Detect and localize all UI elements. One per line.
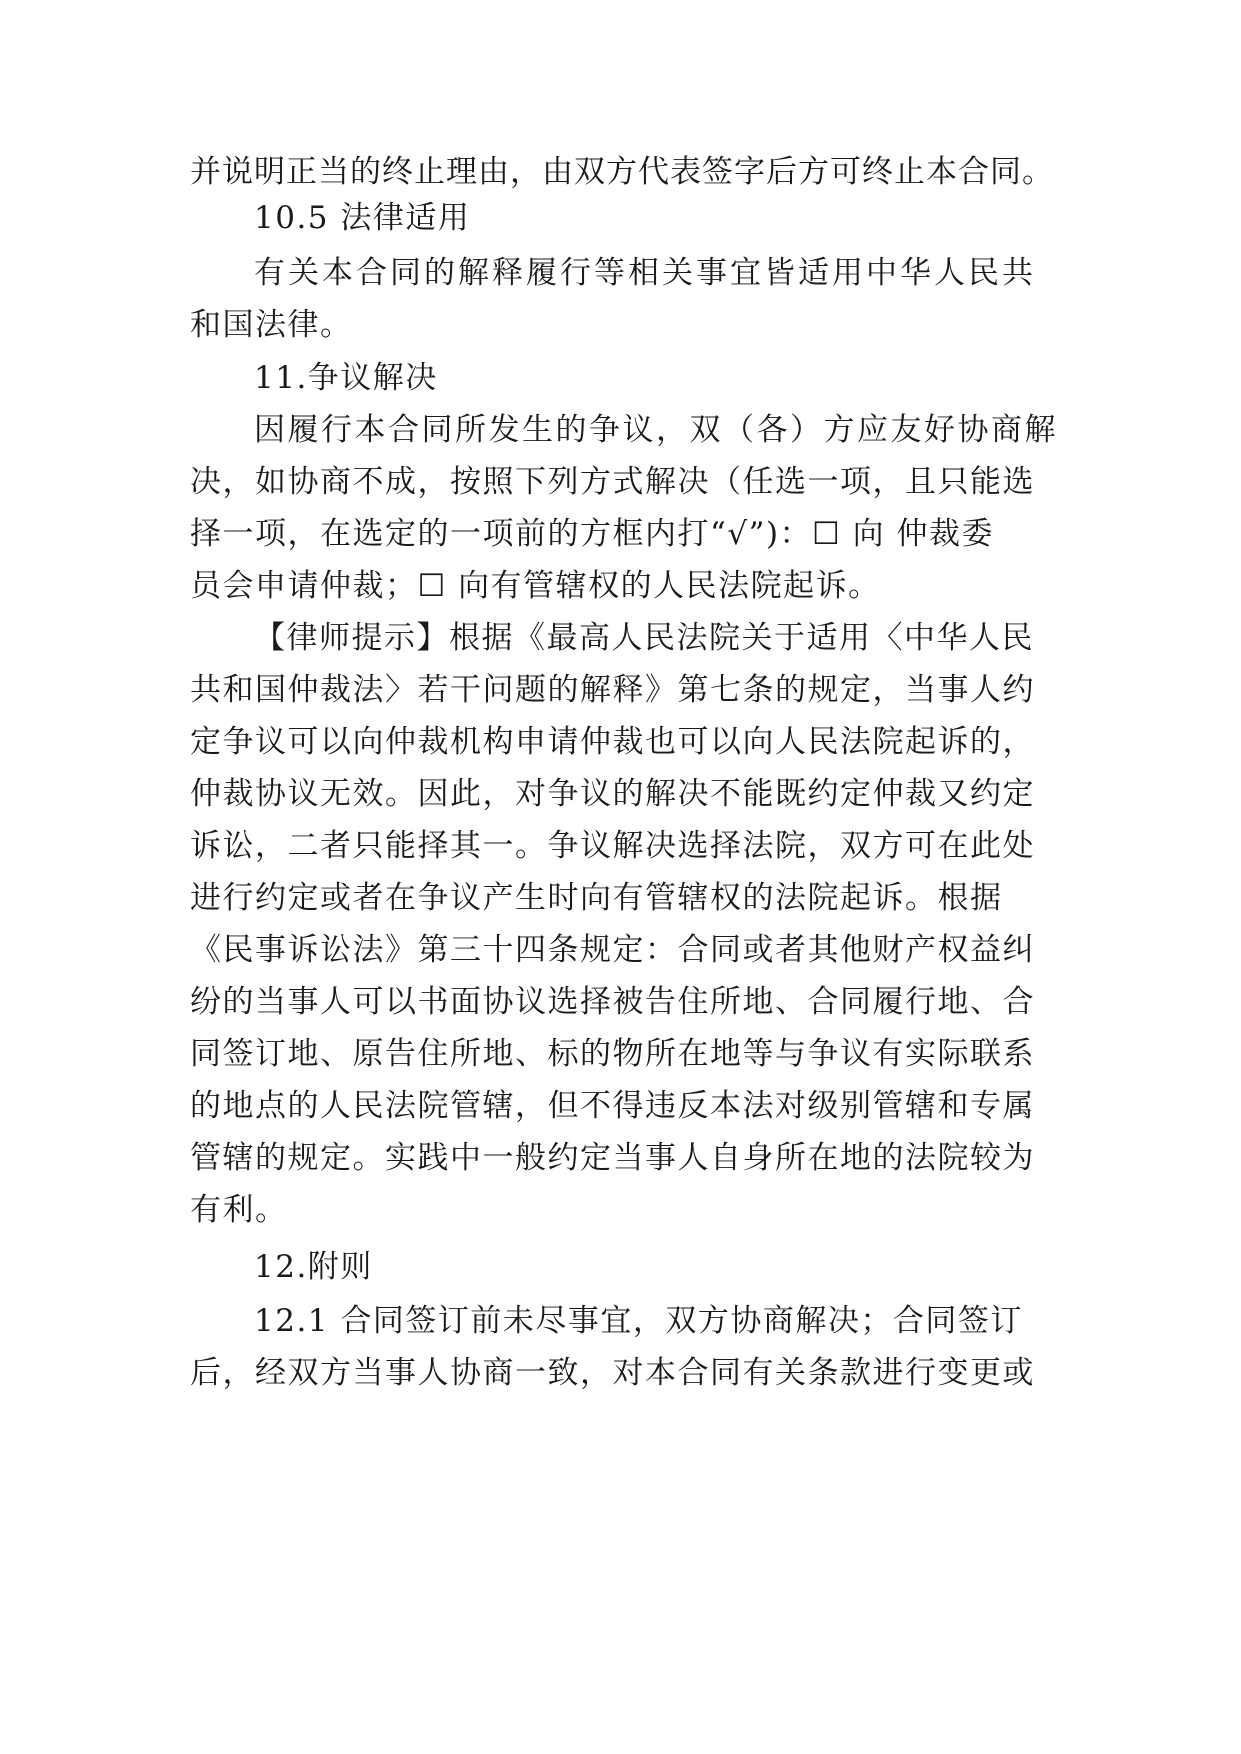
text-line: 仲裁协议无效。因此，对争议的解决不能既约定仲裁又约定 [190, 776, 1035, 812]
text-line: 管辖的规定。实践中一般约定当事人自身所在地的法院较为 [190, 1140, 1035, 1176]
text-line: 诉讼，二者只能择其一。争议解决选择法院，双方可在此处 [190, 828, 1035, 864]
text-line: 【律师提示】根据《最高人民法院关于适用〈中华人民 [254, 620, 1034, 656]
text-line: 后，经双方当事人协商一致，对本合同有关条款进行变更或 [190, 1355, 1035, 1391]
section-heading: 11.争议解决 [254, 360, 438, 396]
text-line: 纷的当事人可以书面协议选择被告住所地、合同履行地、合 [190, 984, 1035, 1020]
text-line: 决，如协商不成，按照下列方式解决（任选一项，且只能选 [190, 464, 1035, 500]
text-line: 《民事诉讼法》第三十四条规定：合同或者其他财产权益纠 [190, 932, 1035, 968]
text-line: 有关本合同的解释履行等相关事宜皆适用中华人民共 [254, 255, 1036, 291]
text-line: 定争议可以向仲裁机构申请仲裁也可以向人民法院起诉的， [190, 724, 1035, 760]
text-line: 共和国仲裁法〉若干问题的解释》第七条的规定，当事人约 [190, 672, 1035, 708]
text-line: 12.1 合同签订前未尽事宜，双方协商解决；合同签订 [254, 1303, 1023, 1339]
text-line: 的地点的人民法院管辖，但不得违反本法对级别管辖和专属 [190, 1088, 1035, 1124]
text-line: 同签订地、原告住所地、标的物所在地等与争议有实际联系 [190, 1036, 1035, 1072]
text-line: 择一项，在选定的一项前的方框内打“√”)：☐ 向 仲裁委 [190, 516, 995, 552]
text-line: 进行约定或者在争议产生时向有管辖权的法院起诉。根据 [190, 880, 1003, 916]
text-line: 并说明正当的终止理由，由双方代表签字后方可终止本合同。 [190, 154, 1054, 190]
section-heading: 12.附则 [254, 1249, 373, 1285]
text-line: 因履行本合同所发生的争议，双（各）方应友好协商解 [254, 412, 1058, 448]
text-line: 员会申请仲裁；☐ 向有管辖权的人民法院起诉。 [190, 568, 881, 604]
text-line: 和国法律。 [190, 307, 353, 343]
text-line: 有利。 [190, 1192, 288, 1228]
section-heading: 10.5 法律适用 [254, 200, 471, 236]
